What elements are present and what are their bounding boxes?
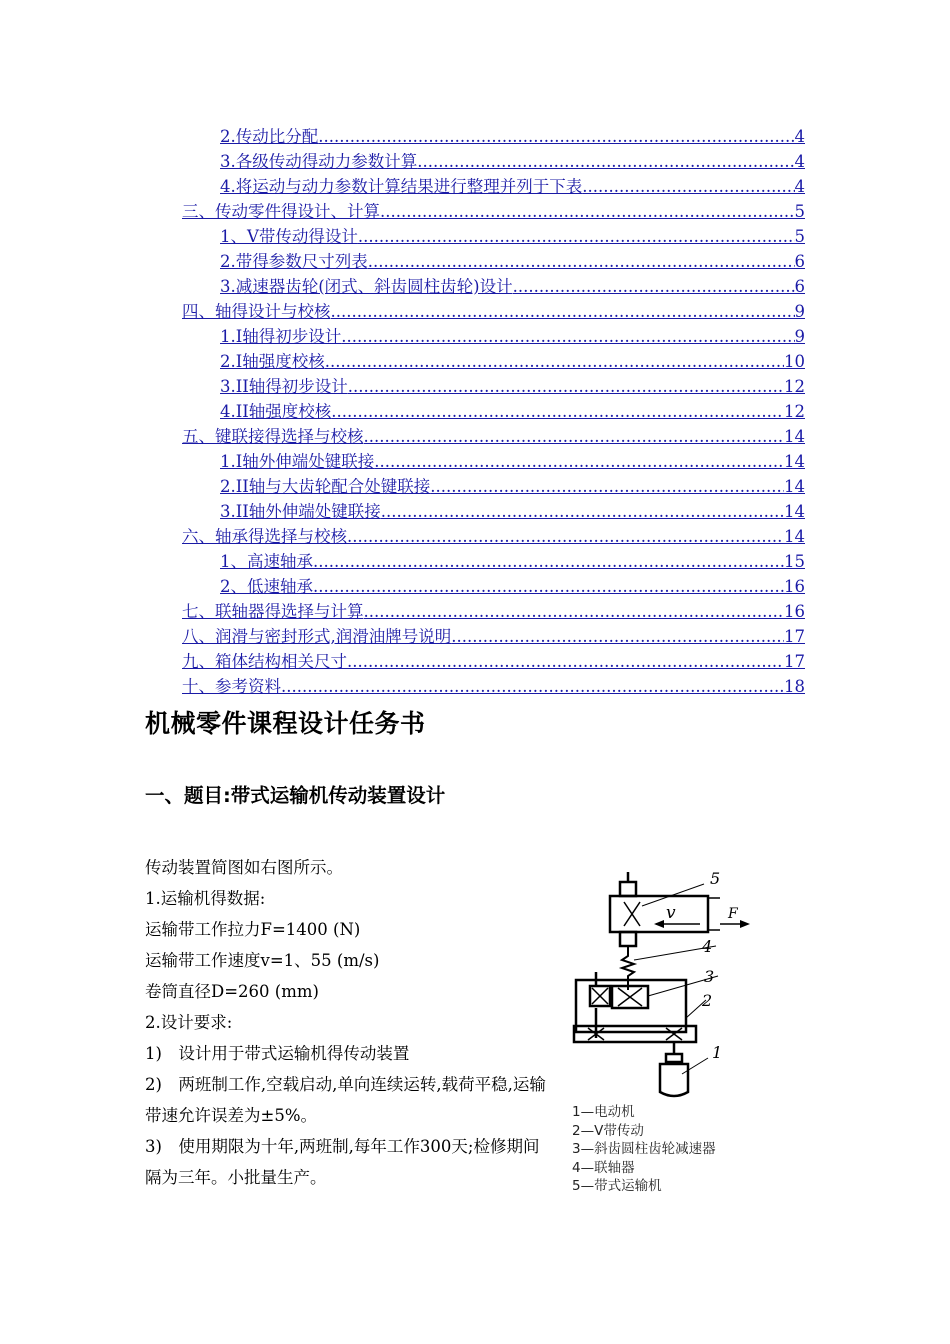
toc-entry[interactable] bbox=[220, 349, 805, 374]
legend-item: 5—带式运输机 bbox=[572, 1178, 662, 1194]
toc-entry-page: 17 bbox=[784, 652, 805, 671]
toc-entry-page: 6 bbox=[794, 252, 805, 271]
toc-entry-title: 1、V带传动得设计 bbox=[220, 227, 358, 246]
toc-leader-dots bbox=[358, 224, 795, 249]
toc-entry-title: 十、参考资料 bbox=[182, 677, 281, 696]
toc-entry-title: 2.带得参数尺寸列表 bbox=[220, 252, 368, 271]
toc-entry[interactable] bbox=[220, 549, 805, 574]
toc-entry-page: 17 bbox=[784, 627, 805, 646]
toc-entry[interactable] bbox=[182, 299, 805, 324]
toc-leader-dots bbox=[313, 549, 784, 574]
toc-leader-dots bbox=[347, 524, 784, 549]
toc-entry-page: 14 bbox=[784, 477, 805, 496]
toc-entry[interactable] bbox=[220, 474, 805, 499]
legend-item: 1—电动机 bbox=[572, 1104, 635, 1120]
toc-leader-dots bbox=[374, 449, 784, 474]
toc-entry-title: 4.将运动与动力参数计算结果进行整理并列于下表 bbox=[220, 177, 583, 196]
conveyor-drum bbox=[610, 896, 708, 932]
toc-leader-dots bbox=[451, 624, 784, 649]
body-line: 运输带工作拉力F=1400 (N) bbox=[145, 920, 361, 939]
toc-entry[interactable] bbox=[220, 124, 805, 149]
toc-entry-title: 2.传动比分配 bbox=[220, 127, 319, 146]
toc-entry-title: 3.II轴外伸端处键联接 bbox=[220, 502, 381, 521]
force-label: F bbox=[728, 906, 738, 922]
toc-entry-page: 10 bbox=[784, 352, 805, 371]
v-belt bbox=[574, 1026, 696, 1042]
toc-entry-page: 4 bbox=[794, 152, 805, 171]
toc-entry[interactable] bbox=[182, 649, 805, 674]
toc-entry-title: 四、轴得设计与校核 bbox=[182, 302, 331, 321]
toc-entry-title: 五、键联接得选择与校核 bbox=[182, 427, 364, 446]
toc-entry[interactable] bbox=[220, 324, 805, 349]
toc-leader-dots bbox=[348, 374, 784, 399]
toc-entry-page: 15 bbox=[784, 552, 805, 571]
toc-entry[interactable] bbox=[220, 224, 805, 249]
figure-label-5: 5 bbox=[710, 869, 721, 888]
legend-item: 4—联轴器 bbox=[572, 1159, 635, 1176]
toc-entry[interactable] bbox=[220, 374, 805, 399]
toc-leader-dots bbox=[281, 674, 784, 699]
toc-entry-page: 12 bbox=[784, 402, 805, 421]
toc-entry-page: 9 bbox=[794, 327, 805, 346]
toc-entry-title: 2、低速轴承 bbox=[220, 577, 313, 596]
toc-entry[interactable] bbox=[182, 674, 805, 699]
toc-entry-page: 4 bbox=[794, 127, 805, 146]
toc-entry-page: 9 bbox=[794, 302, 805, 321]
toc-entry[interactable] bbox=[182, 199, 805, 224]
toc-entry[interactable] bbox=[220, 174, 805, 199]
toc-entry[interactable] bbox=[220, 574, 805, 599]
body-line: 1.运输机得数据: bbox=[145, 889, 266, 908]
toc-entry[interactable] bbox=[182, 599, 805, 624]
document-title: 机械零件课程设计任务书 bbox=[145, 709, 426, 738]
body-line: 2) 两班制工作,空载启动,单向连续运转,载荷平稳,运输带速允许误差为±5%。 bbox=[145, 1075, 546, 1125]
toc-leader-dots bbox=[417, 149, 794, 174]
figure-label-2: 2 bbox=[702, 991, 713, 1010]
toc-entry-title: 2.II轴与大齿轮配合处键联接 bbox=[220, 477, 431, 496]
toc-entry-title: 八、润滑与密封形式,润滑油牌号说明 bbox=[182, 627, 452, 646]
toc-leader-dots bbox=[364, 599, 785, 624]
toc-entry-title: 3.各级传动得动力参数计算 bbox=[220, 152, 418, 171]
toc-leader-dots bbox=[364, 424, 785, 449]
toc-entry-title: 1、高速轴承 bbox=[220, 552, 313, 571]
drum-bearing-top bbox=[620, 882, 636, 896]
toc-leader-dots bbox=[368, 249, 795, 274]
toc-entry-page: 16 bbox=[784, 577, 805, 596]
toc-entry[interactable] bbox=[220, 249, 805, 274]
toc-entry[interactable] bbox=[220, 499, 805, 524]
toc-leader-dots bbox=[318, 124, 794, 149]
body-line: 2.设计要求: bbox=[145, 1013, 233, 1032]
toc-entry-title: 六、轴承得选择与校核 bbox=[182, 527, 347, 546]
toc-entry-page: 5 bbox=[794, 202, 805, 221]
toc-leader-dots bbox=[381, 499, 784, 524]
toc-entry-title: 3.II轴得初步设计 bbox=[220, 377, 348, 396]
toc-entry-title: 1.I轴外伸端处键联接 bbox=[220, 452, 375, 471]
legend-item: 3—斜齿圆柱齿轮减速器 bbox=[572, 1141, 716, 1157]
toc-entry-page: 6 bbox=[794, 277, 805, 296]
velocity-label: v bbox=[666, 903, 676, 923]
legend-item: 2—V带传动 bbox=[572, 1122, 644, 1139]
toc-entry[interactable] bbox=[182, 624, 805, 649]
body-line: 卷筒直径D=260 (mm) bbox=[145, 982, 319, 1001]
toc-entry-page: 14 bbox=[784, 502, 805, 521]
toc-entry[interactable] bbox=[182, 524, 805, 549]
toc-entry[interactable] bbox=[220, 149, 805, 174]
coupling bbox=[622, 946, 634, 990]
body-line: 运输带工作速度v=1、55 (m/s) bbox=[145, 951, 380, 970]
toc-entry[interactable] bbox=[182, 424, 805, 449]
toc-entry-title: 4.II轴强度校核 bbox=[220, 402, 332, 421]
toc-leader-dots bbox=[582, 174, 794, 199]
toc-entry-title: 九、箱体结构相关尺寸 bbox=[182, 652, 347, 671]
toc-entry-title: 七、联轴器得选择与计算 bbox=[182, 602, 364, 621]
figure-label-1: 1 bbox=[712, 1043, 723, 1062]
toc-leader-dots bbox=[325, 349, 784, 374]
toc-leader-dots bbox=[331, 399, 784, 424]
toc-entry-page: 14 bbox=[784, 527, 805, 546]
toc-entry-page: 14 bbox=[784, 427, 805, 446]
section-heading: 一、题目:带式运输机传动装置设计 bbox=[145, 784, 446, 807]
electric-motor bbox=[660, 1064, 688, 1096]
toc-entry-page: 16 bbox=[784, 602, 805, 621]
toc-leader-dots bbox=[347, 649, 784, 674]
toc-entry-title: 2.I轴强度校核 bbox=[220, 352, 325, 371]
toc-entry[interactable] bbox=[220, 399, 805, 424]
toc-entry[interactable] bbox=[220, 274, 805, 299]
body-line: 1) 设计用于带式运输机得传动装置 bbox=[145, 1044, 410, 1063]
toc-leader-dots bbox=[513, 274, 795, 299]
toc-entry[interactable] bbox=[220, 449, 805, 474]
toc-entry-title: 3.减速器齿轮(闭式、斜齿圆柱齿轮)设计 bbox=[220, 277, 513, 296]
toc-entry-page: 5 bbox=[794, 227, 805, 246]
toc-leader-dots bbox=[331, 299, 795, 324]
toc-leader-dots bbox=[341, 324, 794, 349]
figure-legend bbox=[572, 1103, 716, 1196]
figure-label-4: 4 bbox=[702, 937, 713, 956]
toc-entry-page: 14 bbox=[784, 452, 805, 471]
toc-entry-title: 三、传动零件得设计、计算 bbox=[182, 202, 380, 221]
toc-leader-dots bbox=[430, 474, 784, 499]
toc-entry-page: 12 bbox=[784, 377, 805, 396]
toc-entry-page: 18 bbox=[784, 677, 805, 696]
task-description bbox=[145, 852, 550, 1193]
figure-label-3: 3 bbox=[704, 967, 715, 986]
toc-leader-dots bbox=[380, 199, 795, 224]
body-line: 传动装置简图如右图所示。 bbox=[145, 858, 343, 877]
drum-bearing-bottom bbox=[620, 932, 636, 946]
toc-leader-dots bbox=[313, 574, 784, 599]
toc-entry-title: 1.I轴得初步设计 bbox=[220, 327, 342, 346]
toc-entry-page: 4 bbox=[794, 177, 805, 196]
body-line: 3) 使用期限为十年,两班制,每年工作300天;检修期间隔为三年。小批量生产。 bbox=[145, 1137, 540, 1187]
